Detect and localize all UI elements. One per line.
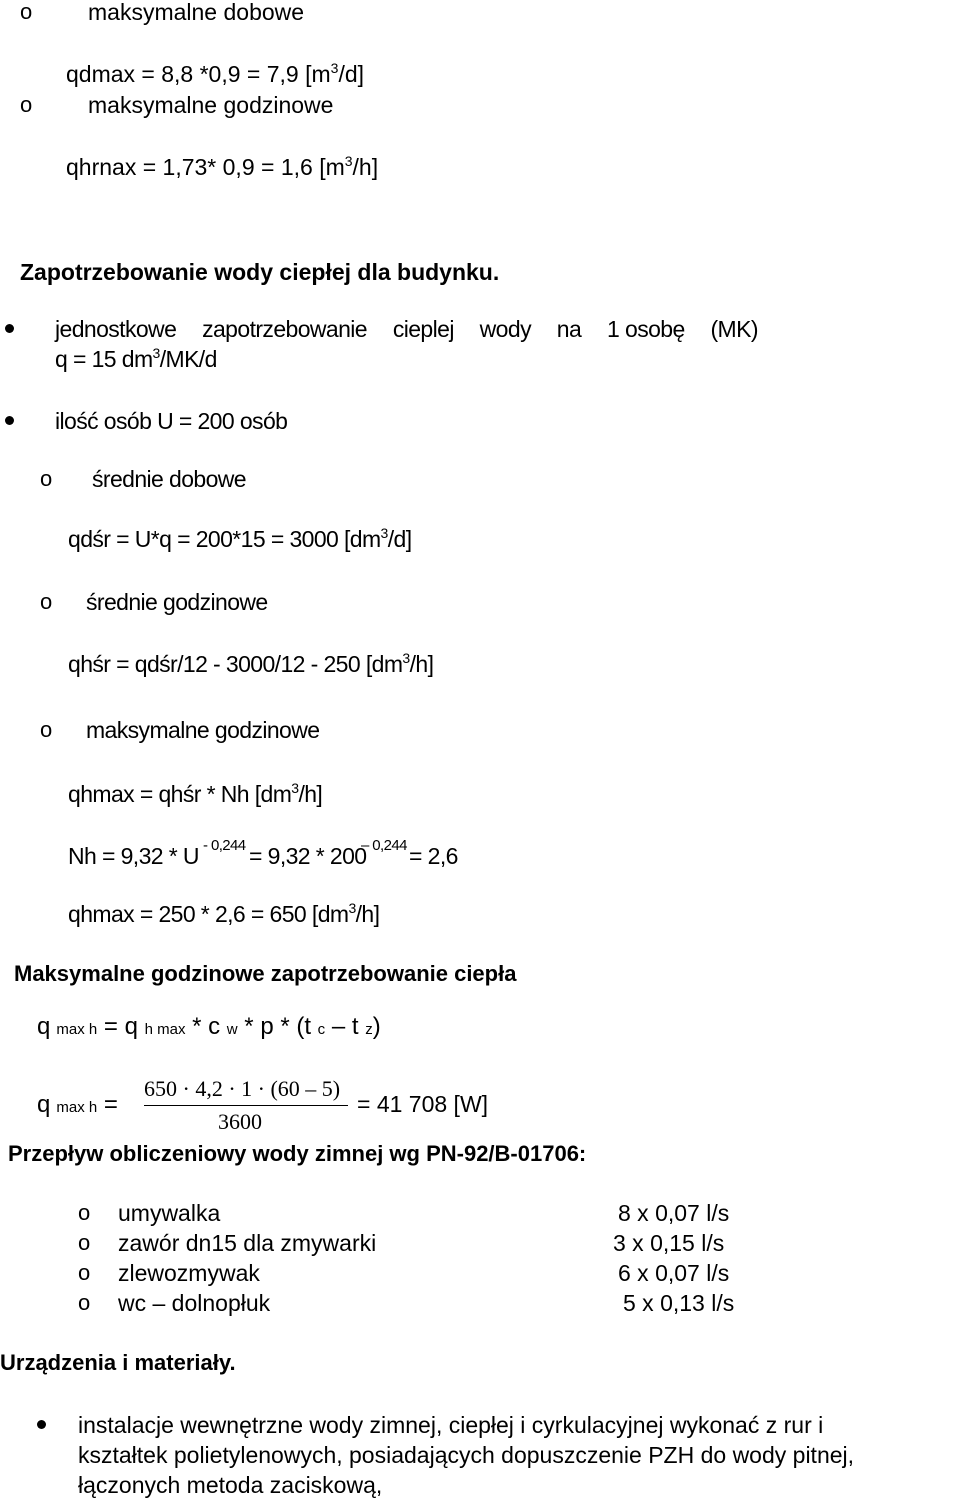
formula-text: – t bbox=[325, 1013, 366, 1040]
formula-text: /h] bbox=[409, 651, 434, 677]
formula-text: qhmax = qhśr * Nh [dm bbox=[68, 781, 292, 807]
flow-item-name: zlewozmywak bbox=[118, 1260, 260, 1286]
formula-text: ) bbox=[372, 1013, 381, 1040]
list-item-max-daily: maksymalne dobowe bbox=[88, 0, 305, 25]
formula-qhmax bbox=[66, 153, 378, 184]
subscript: h max bbox=[144, 1021, 186, 1038]
formula-text: q bbox=[37, 1013, 51, 1040]
bullet-dot bbox=[37, 1420, 46, 1429]
list-item-avg-hourly: średnie godzinowe bbox=[86, 589, 268, 615]
list-bullet-circle: o bbox=[20, 0, 33, 24]
paragraph-line: łączonych metoda zaciskową, bbox=[78, 1472, 383, 1498]
formula-text: qhrnax = 1,73* 0,9 = 1,6 [m bbox=[66, 154, 345, 180]
flow-item-value: 3 x 0,15 l/s bbox=[613, 1230, 725, 1256]
list-bullet-circle: o bbox=[78, 1290, 91, 1315]
formula-text: /MK/d bbox=[159, 346, 217, 372]
flow-item-name: umywalka bbox=[118, 1200, 221, 1226]
section-heading-devices-materials: Urządzenia i materiały. bbox=[0, 1350, 236, 1375]
formula-text: qdśr = U*q = 200*15 = 3000 [dm bbox=[68, 526, 381, 552]
superscript: 3 bbox=[330, 60, 339, 76]
subscript: max h bbox=[56, 1099, 98, 1116]
list-bullet-circle: o bbox=[40, 466, 53, 491]
formula-heat-definition bbox=[37, 1013, 381, 1044]
flow-item-value: 8 x 0,07 l/s bbox=[618, 1200, 730, 1226]
formula-nh-exponent2: – 0,244 bbox=[361, 837, 407, 854]
superscript: 3 bbox=[344, 153, 353, 169]
formula-text: /d] bbox=[338, 61, 365, 87]
bullet-people-count: ilość osób U = 200 osób bbox=[55, 408, 288, 434]
bullet-unit-demand bbox=[55, 315, 758, 343]
formula-qdsr bbox=[68, 525, 412, 556]
fraction-numerator: 650 · 4,2 · 1 · (60 – 5) bbox=[144, 1076, 341, 1101]
flow-item-value: 6 x 0,07 l/s bbox=[618, 1260, 730, 1286]
formula-text: q = 15 dm bbox=[55, 346, 153, 372]
formula-text: qdmax = 8,8 *0,9 = 7,9 [m bbox=[66, 61, 331, 87]
list-item-max-hourly: maksymalne godzinowe bbox=[88, 92, 334, 118]
formula-q-unit bbox=[55, 345, 217, 376]
formula-heat-result: = 41 708 [W] bbox=[357, 1091, 489, 1117]
word: (MK) bbox=[710, 316, 758, 342]
superscript: 3 bbox=[152, 345, 160, 361]
formula-text: = bbox=[97, 1091, 118, 1118]
formula-text: q bbox=[37, 1091, 51, 1118]
flow-item-name: zawór dn15 dla zmywarki bbox=[118, 1230, 377, 1256]
list-bullet-circle: o bbox=[40, 589, 53, 614]
paragraph-line: instalacje wewnętrzne wody zimnej, ciepłej i cyrkulacyjnej wykonać z rur i bbox=[78, 1412, 824, 1438]
formula-qhmax-value bbox=[68, 900, 379, 931]
subscript: max h bbox=[56, 1021, 98, 1038]
fraction-bar bbox=[144, 1105, 348, 1106]
formula-heat-lhs bbox=[37, 1091, 118, 1122]
flow-item-name: wc – dolnopłuk bbox=[118, 1290, 271, 1316]
formula-qdmax bbox=[66, 60, 364, 91]
formula-text: /h] bbox=[352, 154, 379, 180]
list-item-avg-daily: średnie dobowe bbox=[92, 466, 246, 492]
subscript: z bbox=[365, 1021, 373, 1038]
superscript: 3 bbox=[380, 525, 388, 541]
bullet-dot bbox=[5, 324, 14, 333]
formula-nh-part1: Nh = 9,32 * U bbox=[68, 843, 199, 869]
formula-text: qhmax = 250 * 2,6 = 650 [dm bbox=[68, 901, 349, 927]
formula-text: * c bbox=[185, 1013, 227, 1040]
formula-qhsr bbox=[68, 650, 433, 681]
subscript: c bbox=[317, 1021, 326, 1038]
superscript: 3 bbox=[402, 650, 410, 666]
subscript: w bbox=[226, 1021, 238, 1038]
formula-qhmax-nh bbox=[68, 780, 322, 811]
list-bullet-circle: o bbox=[20, 92, 33, 117]
formula-text: qhśr = qdśr/12 - 3000/12 - 250 [dm bbox=[68, 651, 403, 677]
list-bullet-circle: o bbox=[78, 1230, 91, 1255]
list-bullet-circle: o bbox=[78, 1200, 91, 1225]
list-bullet-circle: o bbox=[40, 717, 53, 742]
formula-nh-exponent1: - 0,244 bbox=[203, 837, 246, 854]
section-heading-max-heat: Maksymalne godzinowe zapotrzebowanie ciepła bbox=[14, 961, 517, 986]
fraction-denominator: 3600 bbox=[218, 1109, 262, 1134]
list-bullet-circle: o bbox=[78, 1260, 91, 1285]
word: cieplej bbox=[392, 316, 454, 342]
word: jednostkowe bbox=[55, 316, 177, 342]
formula-text: /d] bbox=[387, 526, 412, 552]
superscript: 3 bbox=[291, 780, 299, 796]
paragraph-line: kształtek polietylenowych, posiadających dopuszczenie PZH do wody pitnej, bbox=[78, 1442, 855, 1468]
bullet-dot bbox=[5, 416, 14, 425]
formula-text: /h] bbox=[298, 781, 323, 807]
list-item-max-hourly: maksymalne godzinowe bbox=[86, 717, 320, 743]
flow-item-value: 5 x 0,13 l/s bbox=[623, 1290, 735, 1316]
superscript: 3 bbox=[348, 900, 356, 916]
formula-nh-result: = 2,6 bbox=[409, 843, 458, 869]
word: zapotrzebowanie bbox=[202, 316, 367, 342]
formula-nh-part2: = 9,32 * 200 bbox=[249, 843, 367, 869]
word: wody bbox=[479, 316, 531, 342]
formula-text: = q bbox=[97, 1013, 145, 1040]
word: na bbox=[556, 316, 582, 342]
section-heading-hot-water: Zapotrzebowanie wody ciepłej dla budynku. bbox=[20, 259, 500, 285]
formula-text: * p * (t bbox=[237, 1013, 318, 1040]
word: 1 osobę bbox=[607, 316, 685, 342]
section-heading-cold-water-flow: Przepływ obliczeniowy wody zimnej wg PN-92/B-01706: bbox=[8, 1141, 587, 1166]
formula-text: /h] bbox=[355, 901, 380, 927]
